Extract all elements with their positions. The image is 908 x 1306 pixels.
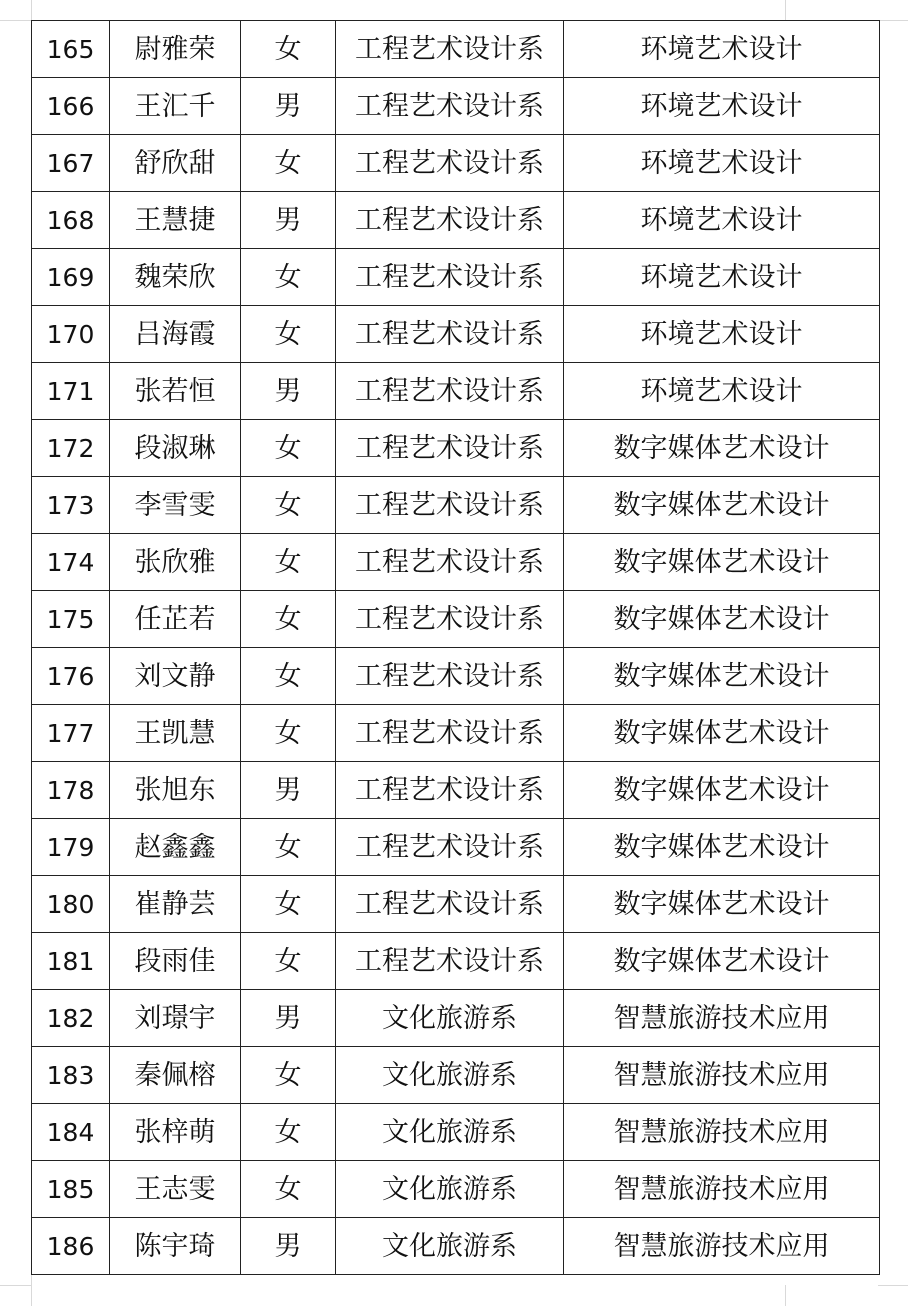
cell-gender: 女: [241, 591, 336, 648]
page-margin-guide: [878, 20, 908, 21]
cell-major: 数字媒体艺术设计: [564, 477, 880, 534]
cell-department: 工程艺术设计系: [336, 534, 564, 591]
cell-number: 173: [32, 477, 110, 534]
cell-name: 魏荣欣: [110, 249, 241, 306]
cell-gender: 男: [241, 762, 336, 819]
cell-name: 王凯慧: [110, 705, 241, 762]
cell-department: 文化旅游系: [336, 1047, 564, 1104]
cell-name: 任芷若: [110, 591, 241, 648]
cell-department: 工程艺术设计系: [336, 648, 564, 705]
cell-department: 工程艺术设计系: [336, 819, 564, 876]
cell-number: 167: [32, 135, 110, 192]
cell-number: 185: [32, 1161, 110, 1218]
cell-department: 文化旅游系: [336, 1104, 564, 1161]
cell-gender: 女: [241, 477, 336, 534]
cell-number: 186: [32, 1218, 110, 1275]
table-row: [32, 762, 880, 819]
cell-gender: 女: [241, 21, 336, 78]
cell-department: 文化旅游系: [336, 1218, 564, 1275]
cell-department: 工程艺术设计系: [336, 420, 564, 477]
table-row: [32, 477, 880, 534]
cell-name: 舒欣甜: [110, 135, 241, 192]
cell-gender: 女: [241, 420, 336, 477]
cell-number: 183: [32, 1047, 110, 1104]
cell-gender: 女: [241, 933, 336, 990]
cell-major: 环境艺术设计: [564, 21, 880, 78]
cell-number: 182: [32, 990, 110, 1047]
cell-department: 文化旅游系: [336, 1161, 564, 1218]
cell-major: 智慧旅游技术应用: [564, 1104, 880, 1161]
page-margin-guide: [785, 1285, 786, 1306]
table-row: [32, 1047, 880, 1104]
cell-major: 数字媒体艺术设计: [564, 933, 880, 990]
table-row: [32, 363, 880, 420]
cell-name: 张梓萌: [110, 1104, 241, 1161]
cell-number: 168: [32, 192, 110, 249]
table-row: [32, 1218, 880, 1275]
table-row: [32, 1161, 880, 1218]
table-row: [32, 819, 880, 876]
cell-gender: 男: [241, 1218, 336, 1275]
cell-name: 张旭东: [110, 762, 241, 819]
cell-major: 数字媒体艺术设计: [564, 648, 880, 705]
cell-department: 工程艺术设计系: [336, 762, 564, 819]
cell-number: 169: [32, 249, 110, 306]
table-row: [32, 1104, 880, 1161]
cell-number: 178: [32, 762, 110, 819]
cell-gender: 女: [241, 1104, 336, 1161]
cell-name: 李雪雯: [110, 477, 241, 534]
cell-major: 数字媒体艺术设计: [564, 819, 880, 876]
cell-gender: 男: [241, 363, 336, 420]
cell-major: 数字媒体艺术设计: [564, 534, 880, 591]
table-row: [32, 420, 880, 477]
page-margin-guide: [0, 1285, 31, 1286]
cell-department: 工程艺术设计系: [336, 876, 564, 933]
cell-name: 张欣雅: [110, 534, 241, 591]
table-row: [32, 534, 880, 591]
cell-name: 尉雅荣: [110, 21, 241, 78]
student-roster-table: [31, 20, 880, 1275]
cell-number: 184: [32, 1104, 110, 1161]
cell-name: 陈宇琦: [110, 1218, 241, 1275]
cell-gender: 女: [241, 705, 336, 762]
table-row: [32, 249, 880, 306]
roster-body: [32, 21, 880, 1275]
page-margin-guide: [878, 1285, 908, 1286]
table-row: [32, 648, 880, 705]
cell-department: 工程艺术设计系: [336, 135, 564, 192]
cell-number: 175: [32, 591, 110, 648]
cell-major: 智慧旅游技术应用: [564, 1218, 880, 1275]
cell-number: 181: [32, 933, 110, 990]
cell-number: 176: [32, 648, 110, 705]
cell-department: 工程艺术设计系: [336, 306, 564, 363]
cell-major: 数字媒体艺术设计: [564, 705, 880, 762]
cell-gender: 女: [241, 1047, 336, 1104]
table-row: [32, 933, 880, 990]
cell-gender: 女: [241, 876, 336, 933]
page-margin-guide: [0, 20, 31, 21]
cell-department: 工程艺术设计系: [336, 192, 564, 249]
cell-name: 王汇千: [110, 78, 241, 135]
cell-major: 智慧旅游技术应用: [564, 1047, 880, 1104]
cell-number: 179: [32, 819, 110, 876]
cell-major: 数字媒体艺术设计: [564, 420, 880, 477]
cell-number: 180: [32, 876, 110, 933]
cell-major: 数字媒体艺术设计: [564, 876, 880, 933]
cell-department: 工程艺术设计系: [336, 78, 564, 135]
cell-major: 数字媒体艺术设计: [564, 591, 880, 648]
cell-name: 赵鑫鑫: [110, 819, 241, 876]
cell-major: 环境艺术设计: [564, 78, 880, 135]
cell-major: 环境艺术设计: [564, 249, 880, 306]
cell-number: 171: [32, 363, 110, 420]
table-row: [32, 990, 880, 1047]
table-row: [32, 21, 880, 78]
cell-department: 工程艺术设计系: [336, 249, 564, 306]
cell-gender: 男: [241, 990, 336, 1047]
cell-major: 环境艺术设计: [564, 306, 880, 363]
cell-major: 智慧旅游技术应用: [564, 1161, 880, 1218]
table-row: [32, 135, 880, 192]
cell-number: 172: [32, 420, 110, 477]
cell-gender: 女: [241, 1161, 336, 1218]
cell-number: 166: [32, 78, 110, 135]
cell-number: 174: [32, 534, 110, 591]
cell-name: 崔静芸: [110, 876, 241, 933]
table-row: [32, 306, 880, 363]
table-row: [32, 192, 880, 249]
cell-gender: 女: [241, 819, 336, 876]
cell-number: 177: [32, 705, 110, 762]
cell-department: 工程艺术设计系: [336, 21, 564, 78]
cell-major: 数字媒体艺术设计: [564, 762, 880, 819]
cell-number: 170: [32, 306, 110, 363]
cell-name: 刘文静: [110, 648, 241, 705]
table-row: [32, 78, 880, 135]
cell-department: 工程艺术设计系: [336, 591, 564, 648]
cell-major: 环境艺术设计: [564, 363, 880, 420]
cell-number: 165: [32, 21, 110, 78]
cell-major: 环境艺术设计: [564, 135, 880, 192]
cell-department: 文化旅游系: [336, 990, 564, 1047]
cell-department: 工程艺术设计系: [336, 477, 564, 534]
cell-gender: 女: [241, 648, 336, 705]
cell-major: 环境艺术设计: [564, 192, 880, 249]
cell-department: 工程艺术设计系: [336, 363, 564, 420]
cell-gender: 女: [241, 306, 336, 363]
cell-gender: 女: [241, 534, 336, 591]
cell-gender: 女: [241, 135, 336, 192]
page-margin-guide: [785, 0, 786, 20]
table-row: [32, 705, 880, 762]
cell-name: 秦佩榕: [110, 1047, 241, 1104]
cell-gender: 男: [241, 192, 336, 249]
cell-name: 吕海霞: [110, 306, 241, 363]
cell-major: 智慧旅游技术应用: [564, 990, 880, 1047]
cell-name: 段淑琳: [110, 420, 241, 477]
cell-name: 刘璟宇: [110, 990, 241, 1047]
cell-gender: 男: [241, 78, 336, 135]
cell-department: 工程艺术设计系: [336, 705, 564, 762]
cell-name: 王志雯: [110, 1161, 241, 1218]
cell-gender: 女: [241, 249, 336, 306]
table-row: [32, 591, 880, 648]
table-row: [32, 876, 880, 933]
cell-department: 工程艺术设计系: [336, 933, 564, 990]
cell-name: 张若恒: [110, 363, 241, 420]
cell-name: 段雨佳: [110, 933, 241, 990]
cell-name: 王慧捷: [110, 192, 241, 249]
